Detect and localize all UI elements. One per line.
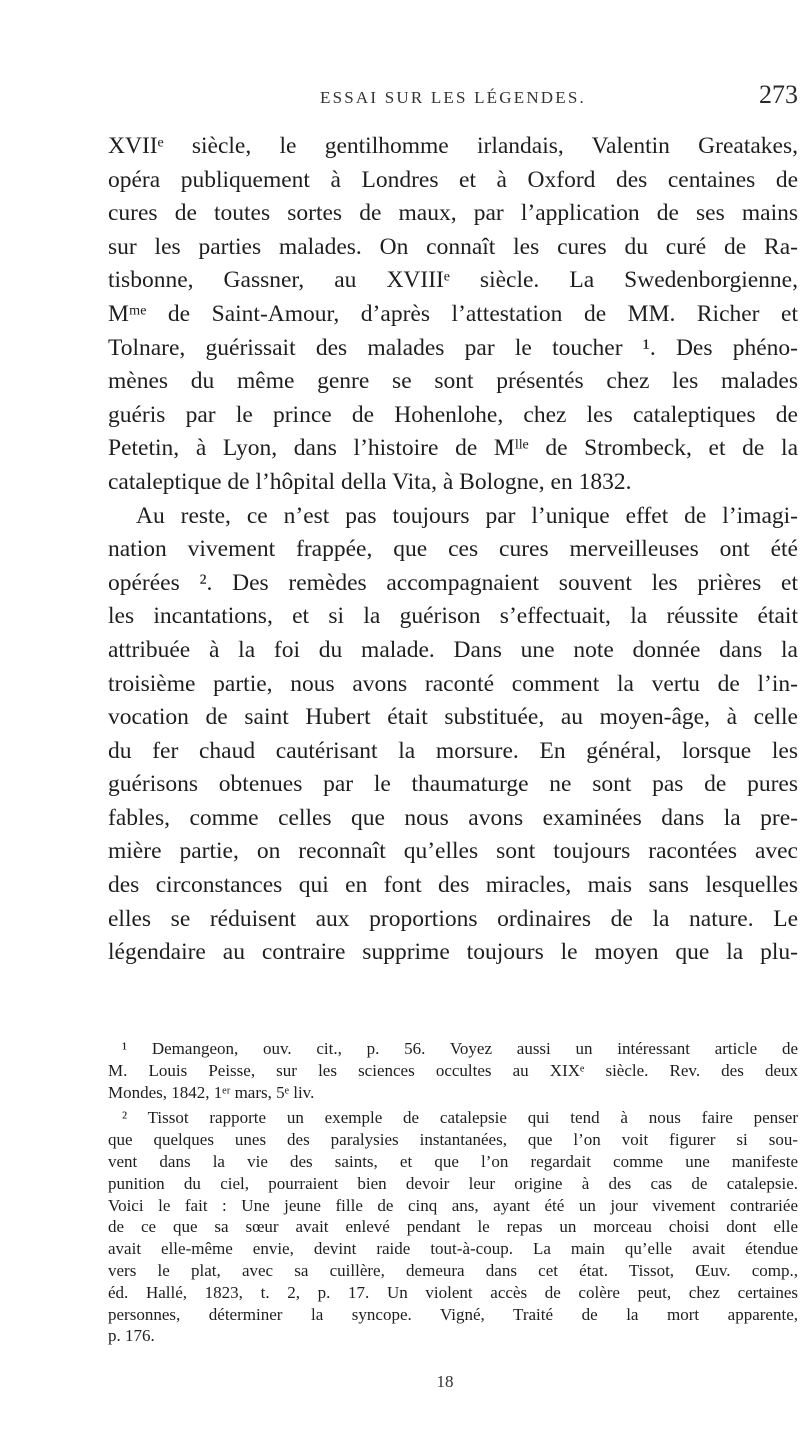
signature-mark: 18: [436, 1372, 454, 1391]
footnote-1: [108, 1038, 798, 1103]
footnote-line: Voici le fait : Une jeune fille de cinq ans, ayant été un jour vivement contrariée: [108, 1195, 798, 1215]
paragraph-2: [108, 500, 798, 970]
text-line: Au reste, ce n’est pas toujours par l’unique effet de l’imagi-: [136, 502, 798, 529]
text-line: Petetin, à Lyon, dans l’histoire de Mˡˡᵉ de Strombeck, et de la: [108, 435, 798, 462]
text-line: guéris par le prince de Hohenlohe, chez les cataleptiques de: [108, 401, 798, 428]
running-head: [108, 80, 798, 116]
text-line: cataleptique de l’hôpital della Vita, à Bologne, en 1832.: [108, 468, 632, 495]
text-line: les incantations, et si la guérison s’effectuait, la réussite était: [108, 603, 798, 630]
text-line: cures de toutes sortes de maux, par l’application de ses mains: [108, 200, 798, 227]
footnote-line: vent dans la vie des saints, et que l’on regardait comme une manifeste: [108, 1151, 798, 1171]
text-line: mière partie, on reconnaît qu’elles sont toujours racontées avec: [108, 838, 798, 865]
footnote-line: personnes, déterminer la syncope. Vigné, Traité de la mort apparente,: [108, 1304, 798, 1324]
footnote-line: avait elle-même envie, devint raide tout-à-coup. La main qu’elle avait étendue: [108, 1239, 798, 1259]
text-line: vocation de saint Hubert était substituée, au moyen-âge, à celle: [108, 704, 798, 731]
footnote-line: de ce que sa sœur avait enlevé pendant le repas un morceau choisi dont elle: [108, 1217, 798, 1237]
text-line: opéra publiquement à Londres et à Oxford des centaines de: [108, 166, 798, 193]
footnote-line: p. 176.: [108, 1326, 155, 1346]
text-line: XVIIᵉ siècle, le gentilhomme irlandais, Valentin Greatakes,: [108, 133, 798, 159]
footnote-line: éd. Hallé, 1823, t. 2, p. 17. Un violent accès de colère peut, chez certaines: [108, 1282, 798, 1302]
footnote-line: ¹ Demangeon, ouv. cit., p. 56. Voyez aussi un intéressant article de: [122, 1039, 798, 1058]
footnotes: [108, 1038, 798, 1351]
footnote-line: vers le plat, avec sa cuillère, demeura dans cet état. Tissot, Œuv. comp.,: [108, 1260, 798, 1280]
text-line: légendaire au contraire supprime toujours le moyen que la plu-: [108, 939, 798, 966]
text-line: tisbonne, Gassner, au XVIIIᵉ siècle. La Swedenborgienne,: [108, 267, 798, 294]
text-line: troisième partie, nous avons raconté comment la vertu de l’in-: [108, 670, 798, 697]
footnote-line: punition du ciel, pourraient bien devoir leur origine à des cas de catalepsie.: [108, 1173, 798, 1193]
footnote-line: M. Louis Peisse, sur les sciences occultes au XIXᵉ siècle. Rev. des deux: [108, 1060, 798, 1080]
text-line: Tolnare, guérissait des malades par le toucher ¹. Des phéno-: [108, 334, 798, 361]
text-line: nation vivement frappée, que ces cures merveilleuses ont été: [108, 536, 798, 563]
body-text: [108, 130, 798, 970]
page-number: 273: [759, 80, 798, 109]
text-line: des circonstances qui en font des miracles, mais sans lesquelles: [108, 872, 798, 899]
text-line: mènes du même genre se sont présentés chez les malades: [108, 368, 798, 395]
text-line: sur les parties malades. On connaît les cures du curé de Ra-: [108, 233, 798, 260]
running-title: ESSAI SUR LES LÉGENDES.: [320, 88, 586, 107]
paragraph-1: [108, 130, 798, 500]
text-line: attribuée à la foi du malade. Dans une note donnée dans la: [108, 636, 798, 663]
text-line: fables, comme celles que nous avons examinées dans la pre-: [108, 804, 798, 831]
footnote-line: ² Tissot rapporte un exemple de catalepsie qui tend à nous faire penser: [122, 1108, 798, 1128]
text-line: du fer chaud cautérisant la morsure. En général, lorsque les: [108, 737, 798, 764]
footnote-2: [108, 1107, 798, 1347]
footnote-line: Mondes, 1842, 1ᵉʳ mars, 5ᵉ liv.: [108, 1082, 315, 1102]
footnote-line: que quelques unes des paralysies instantanées, que l’on voit figurer si sou-: [108, 1130, 798, 1150]
text-line: Mᵐᵉ de Saint-Amour, d’après l’attestation de MM. Richer et: [108, 300, 798, 327]
text-line: guérisons obtenues par le thaumaturge ne sont pas de pures: [108, 771, 798, 798]
text-line: elles se réduisent aux proportions ordinaires de la nature. Le: [108, 905, 798, 932]
text-line: opérées ². Des remèdes accompagnaient souvent les prières et: [108, 569, 798, 596]
